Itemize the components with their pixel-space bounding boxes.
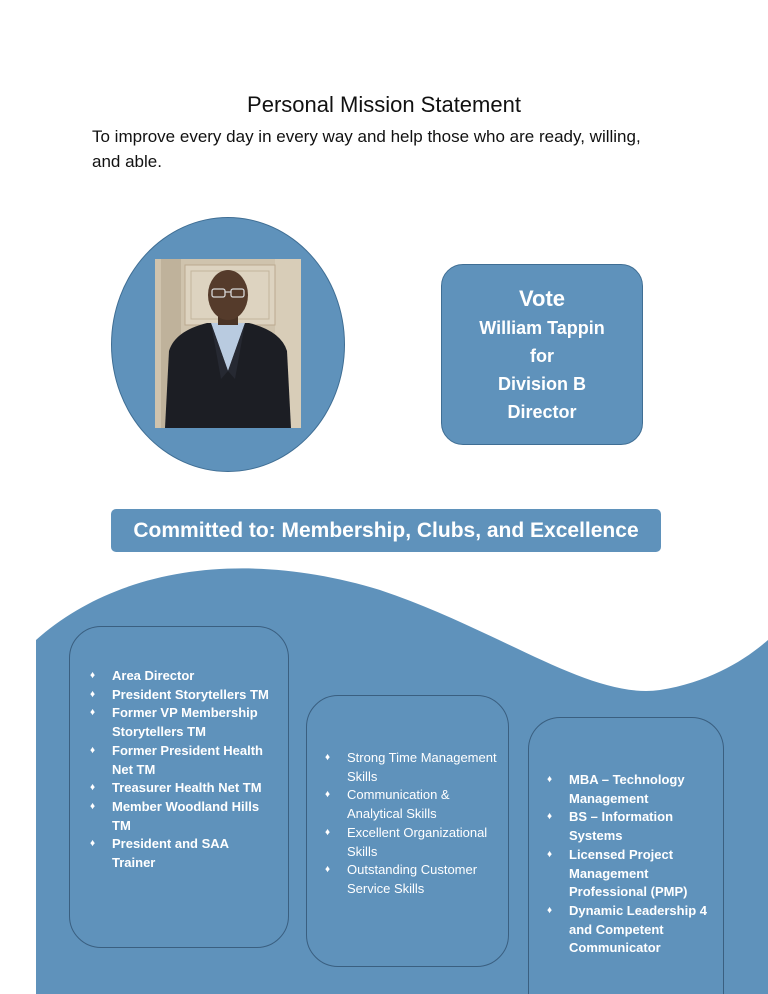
list-item xyxy=(547,771,717,808)
diamond-bullet-icon: ♦ xyxy=(547,848,553,860)
diamond-bullet-icon: ♦ xyxy=(90,800,96,812)
list-item-text: Former President Health Net TM xyxy=(112,742,263,777)
list-item-text: Outstanding Customer Service Skills xyxy=(347,862,478,896)
list-item xyxy=(90,742,270,779)
vote-position: Director xyxy=(507,401,577,422)
diamond-bullet-icon: ♦ xyxy=(90,707,96,719)
vote-division: Division B xyxy=(497,373,586,394)
skills-list xyxy=(325,749,500,899)
list-item xyxy=(325,786,500,823)
list-item-text: Strong Time Management Skills xyxy=(347,750,497,784)
list-item-text: Treasurer Health Net TM xyxy=(112,780,262,796)
list-item xyxy=(547,846,717,902)
list-item-text: Former VP Membership Storytellers TM xyxy=(112,705,258,740)
list-item-text: MBA – Technology Management xyxy=(569,772,685,806)
list-item-text: Excellent Organizational Skills xyxy=(347,824,488,859)
list-item xyxy=(547,902,717,958)
diamond-bullet-icon: ♦ xyxy=(90,744,96,756)
list-item xyxy=(325,749,500,786)
diamond-bullet-icon: ♦ xyxy=(325,789,331,801)
list-item-text: Communication & Analytical Skills xyxy=(347,787,450,822)
list-item xyxy=(325,824,500,861)
diamond-bullet-icon: ♦ xyxy=(325,864,331,876)
vote-heading: Vote xyxy=(518,285,566,311)
experience-list xyxy=(90,667,270,873)
diamond-bullet-icon: ♦ xyxy=(90,838,96,850)
vote-for: for xyxy=(530,345,554,366)
list-item xyxy=(90,798,270,835)
credentials-panel xyxy=(528,717,724,994)
list-item-text: President Storytellers TM xyxy=(112,686,269,702)
diamond-bullet-icon: ♦ xyxy=(547,774,553,785)
mission-title: Personal Mission Statement xyxy=(247,92,521,117)
vote-box xyxy=(441,264,643,445)
diamond-bullet-icon: ♦ xyxy=(90,782,96,794)
diamond-bullet-icon: ♦ xyxy=(547,811,553,823)
list-item-text: Member Woodland Hills TM xyxy=(112,798,260,833)
diamond-bullet-icon: ♦ xyxy=(90,670,96,681)
list-item-text: Licensed Project Management Professional (PMP) xyxy=(569,846,688,900)
list-item-text: President and SAA Trainer xyxy=(112,836,229,871)
diamond-bullet-icon: ♦ xyxy=(325,752,331,763)
list-item xyxy=(325,861,500,898)
list-item-text: BS – Information Systems xyxy=(569,809,674,844)
credentials-list xyxy=(547,771,717,958)
diamond-bullet-icon: ♦ xyxy=(90,688,96,700)
list-item xyxy=(90,779,270,798)
diamond-bullet-icon: ♦ xyxy=(325,826,331,838)
mission-text: To improve every day in every way and help those who are ready, willing, and able. xyxy=(92,127,641,171)
diamond-bullet-icon: ♦ xyxy=(547,904,553,916)
list-item xyxy=(90,667,270,686)
candidate-name: William Tappin xyxy=(479,317,605,338)
list-item xyxy=(547,808,717,845)
candidate-portrait xyxy=(155,259,301,428)
list-item xyxy=(90,686,270,705)
list-item-text: Area Director xyxy=(112,668,195,683)
list-item-text: Dynamic Leadership 4 and Competent Communicator xyxy=(569,902,707,956)
experience-panel xyxy=(69,626,289,948)
skills-panel xyxy=(306,695,509,967)
list-item xyxy=(90,835,270,872)
list-item xyxy=(90,704,270,741)
commitment-banner: Committed to: Membership, Clubs, and Excellence xyxy=(111,509,661,552)
